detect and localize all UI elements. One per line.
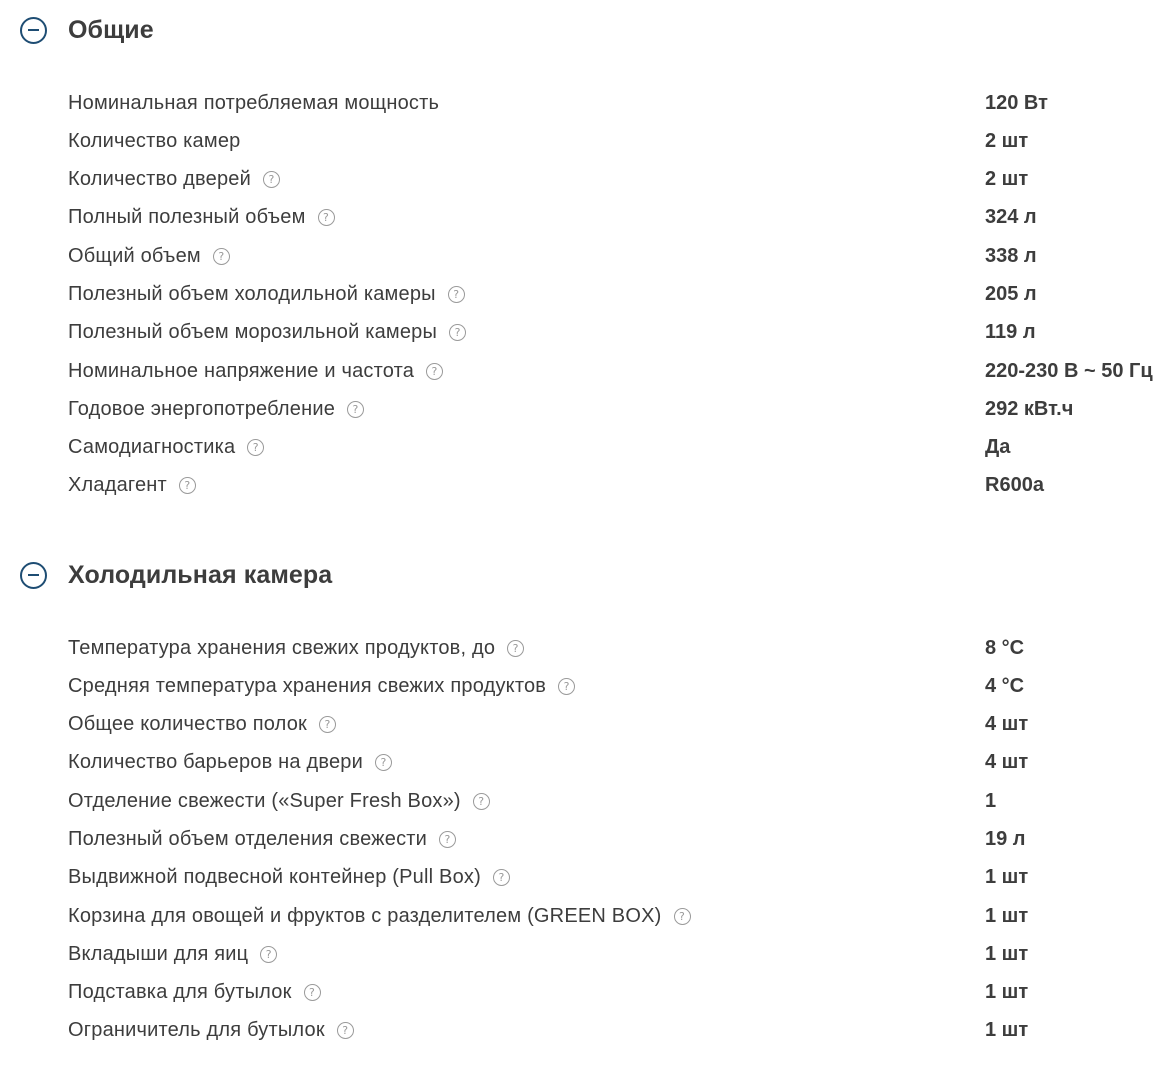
spec-label-wrap <box>68 1012 354 1050</box>
spec-label: Количество барьеров на двери <box>68 751 363 774</box>
help-question-icon[interactable]: ? <box>263 171 280 188</box>
spec-row <box>0 467 1164 505</box>
spec-row <box>0 897 1164 935</box>
spec-row <box>0 744 1164 782</box>
spec-row <box>0 820 1164 858</box>
spec-rows <box>0 629 1164 1050</box>
section-title: Холодильная камера <box>68 560 333 589</box>
spec-label-wrap <box>68 352 443 390</box>
spec-label: Средняя температура хранения свежих продуктов <box>68 674 547 697</box>
help-question-icon[interactable]: ? <box>375 754 392 771</box>
spec-label-wrap <box>68 935 277 973</box>
help-question-icon[interactable]: ? <box>493 869 510 886</box>
spec-value: 2 шт <box>985 168 1029 191</box>
help-question-icon[interactable]: ? <box>347 401 364 418</box>
spec-label: Полный полезный объем <box>68 206 306 229</box>
spec-row <box>0 782 1164 820</box>
spec-label: Корзина для овощей и фруктов с разделителем (GREEN BOX) <box>68 904 662 927</box>
spec-label: Общее количество полок <box>68 713 308 736</box>
spec-label: Годовое энергопотребление <box>68 397 336 420</box>
spec-label-wrap <box>68 706 336 744</box>
help-question-icon[interactable]: ? <box>260 946 277 963</box>
spec-label-wrap <box>68 122 240 160</box>
help-question-icon[interactable]: ? <box>507 640 524 657</box>
help-question-icon[interactable]: ? <box>337 1022 354 1039</box>
spec-value: 1 <box>985 789 997 812</box>
spec-value: 120 Вт <box>985 91 1048 114</box>
spec-label-wrap <box>68 897 691 935</box>
spec-label: Полезный объем отделения свежести <box>68 827 428 850</box>
section-header[interactable] <box>20 558 332 592</box>
spec-value: 1 шт <box>985 942 1029 965</box>
spec-label-wrap <box>68 390 364 428</box>
section-title: Общие <box>68 15 154 44</box>
help-question-icon[interactable]: ? <box>448 286 465 303</box>
spec-label: Выдвижной подвесной контейнер (Pull Box) <box>68 866 481 889</box>
spec-label: Полезный объем холодильной камеры <box>68 282 436 305</box>
spec-label-wrap <box>68 84 439 122</box>
spec-label: Подставка для бутылок <box>68 981 292 1004</box>
help-question-icon[interactable]: ? <box>319 716 336 733</box>
spec-row <box>0 974 1164 1012</box>
spec-value: Да <box>985 436 1011 459</box>
spec-label: Номинальная потребляемая мощность <box>68 91 440 114</box>
spec-value: 4 шт <box>985 713 1029 736</box>
help-question-icon[interactable]: ? <box>558 678 575 695</box>
spec-label-wrap <box>68 237 230 275</box>
spec-label-wrap <box>68 161 280 199</box>
collapse-minus-icon[interactable] <box>20 562 47 589</box>
spec-row <box>0 706 1164 744</box>
spec-label-wrap <box>68 859 510 897</box>
spec-label-wrap <box>68 744 392 782</box>
spec-label: Хладагент <box>68 474 167 497</box>
help-question-icon[interactable]: ? <box>674 908 691 925</box>
spec-label: Температура хранения свежих продуктов, до <box>68 636 496 659</box>
help-question-icon[interactable]: ? <box>449 324 466 341</box>
spec-rows <box>0 84 1164 505</box>
spec-row <box>0 84 1164 122</box>
spec-value: 8 °C <box>985 636 1025 659</box>
spec-row <box>0 237 1164 275</box>
help-question-icon[interactable]: ? <box>426 363 443 380</box>
spec-label-wrap <box>68 314 466 352</box>
spec-value: 1 шт <box>985 866 1029 889</box>
spec-value: 119 л <box>985 321 1036 344</box>
section-header[interactable] <box>20 13 154 47</box>
spec-row <box>0 629 1164 667</box>
collapse-minus-icon[interactable] <box>20 17 47 44</box>
help-question-icon[interactable]: ? <box>213 248 230 265</box>
spec-value: 324 л <box>985 206 1037 229</box>
help-question-icon[interactable]: ? <box>304 984 321 1001</box>
spec-row <box>0 429 1164 467</box>
spec-label-wrap <box>68 199 335 237</box>
spec-row <box>0 275 1164 313</box>
spec-value: 220-230 В ~ 50 Гц <box>985 359 1153 382</box>
spec-label: Количество дверей <box>68 168 251 191</box>
spec-label: Отделение свежести («Super Fresh Box») <box>68 789 461 812</box>
spec-row <box>0 390 1164 428</box>
spec-row <box>0 122 1164 160</box>
spec-label-wrap <box>68 629 524 667</box>
spec-value: 19 л <box>985 827 1026 850</box>
help-question-icon[interactable]: ? <box>318 209 335 226</box>
spec-label: Полезный объем морозильной камеры <box>68 321 438 344</box>
spec-value: 1 шт <box>985 1019 1029 1042</box>
spec-label-wrap <box>68 275 465 313</box>
spec-label: Самодиагностика <box>68 436 236 459</box>
spec-value: R600a <box>985 474 1044 497</box>
spec-value: 4 °C <box>985 674 1025 697</box>
spec-label-wrap <box>68 429 264 467</box>
spec-row <box>0 667 1164 705</box>
spec-value: 292 кВт.ч <box>985 397 1074 420</box>
spec-row <box>0 161 1164 199</box>
spec-label: Номинальное напряжение и частота <box>68 359 415 382</box>
help-question-icon[interactable]: ? <box>247 439 264 456</box>
spec-row <box>0 352 1164 390</box>
spec-value: 1 шт <box>985 904 1029 927</box>
help-question-icon[interactable]: ? <box>473 793 490 810</box>
spec-value: 205 л <box>985 282 1037 305</box>
spec-row <box>0 314 1164 352</box>
spec-row <box>0 935 1164 973</box>
spec-label: Вкладыши для яиц <box>68 942 249 965</box>
help-question-icon[interactable]: ? <box>439 831 456 848</box>
spec-value: 338 л <box>985 244 1037 267</box>
spec-label: Количество камер <box>68 129 241 152</box>
spec-label-wrap <box>68 974 321 1012</box>
spec-label: Общий объем <box>68 244 201 267</box>
spec-value: 4 шт <box>985 751 1029 774</box>
spec-label-wrap <box>68 820 456 858</box>
spec-row <box>0 1012 1164 1050</box>
spec-label-wrap <box>68 467 196 505</box>
spec-label-wrap <box>68 782 490 820</box>
spec-row <box>0 199 1164 237</box>
spec-label: Ограничитель для бутылок <box>68 1019 325 1042</box>
help-question-icon[interactable]: ? <box>179 477 196 494</box>
spec-value: 2 шт <box>985 129 1029 152</box>
spec-row <box>0 859 1164 897</box>
spec-value: 1 шт <box>985 981 1029 1004</box>
spec-label-wrap <box>68 667 575 705</box>
